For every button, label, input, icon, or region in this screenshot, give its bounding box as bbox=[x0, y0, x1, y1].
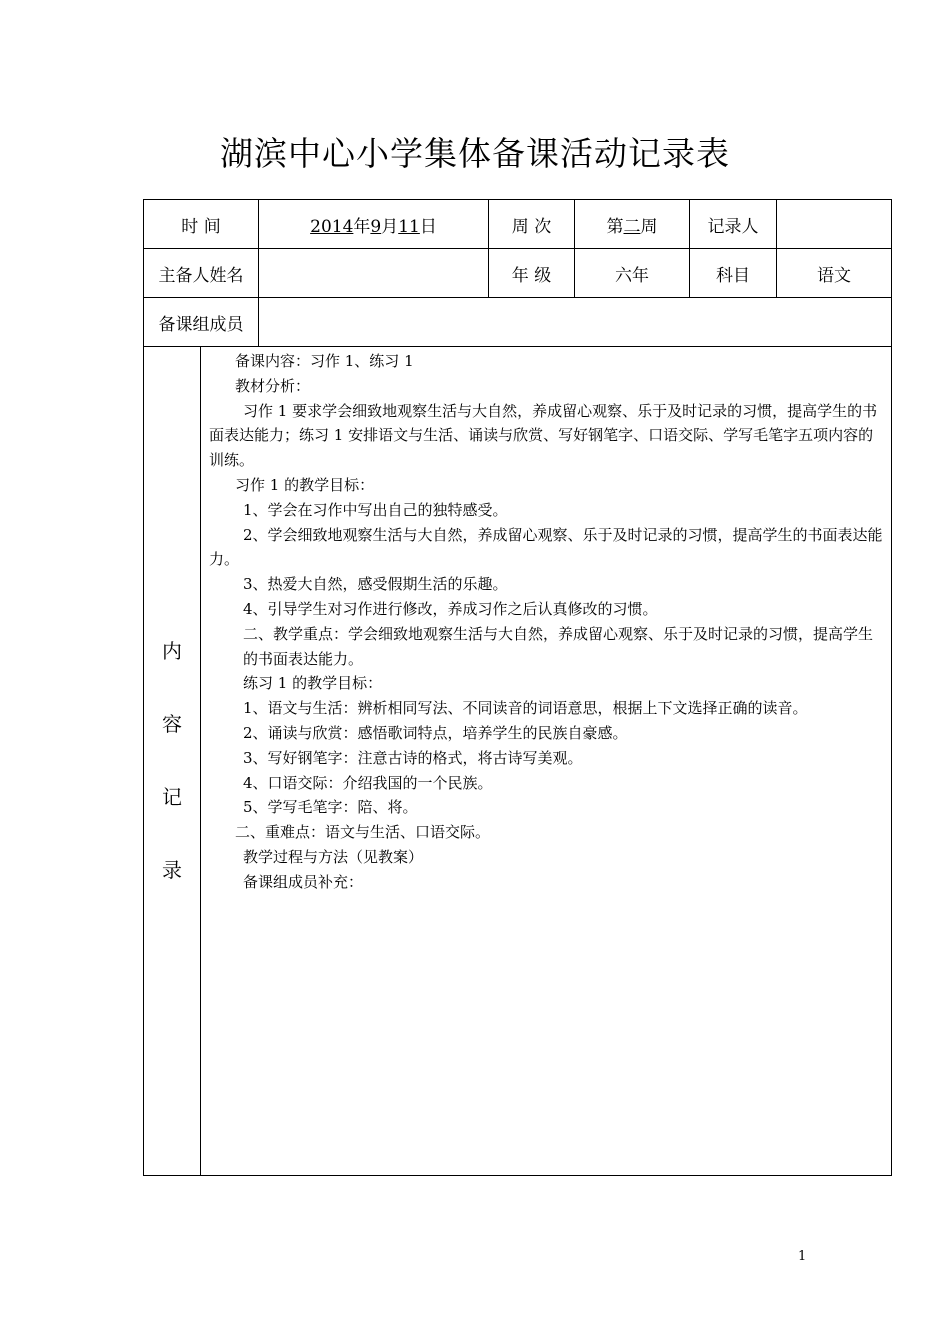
content-record-body bbox=[201, 347, 892, 1176]
content-record-label bbox=[144, 347, 201, 1176]
content-line: 3、写好钢笔字：注意古诗的格式，将古诗写美观。 bbox=[243, 748, 583, 767]
subject-value: 语文 bbox=[777, 249, 892, 298]
week-label: 周 次 bbox=[489, 200, 575, 249]
grade-value: 六年 bbox=[575, 249, 690, 298]
content-line: 习作 1 的教学目标： bbox=[235, 475, 375, 494]
content-line: 二、重难点：语文与生活、口语交际。 bbox=[235, 823, 491, 842]
content-line: 3、热爱大自然，感受假期生活的乐趣。 bbox=[243, 575, 508, 594]
content-line: 习作 1 要求学会细致地观察生活与大自然，养成留心观察、乐于及时记录的习惯，提高学生的书面表达能力；练习 1 安排语文与生活、诵读与欣赏、写好钢笔字、口语交际、学写毛笔字五项内容的训练。 bbox=[209, 401, 878, 470]
date-month-suffix: 月 bbox=[381, 216, 399, 237]
subject-label: 科目 bbox=[690, 249, 777, 298]
date-month: 9 bbox=[370, 216, 382, 237]
content-line: 5、学写毛笔字：陪、将。 bbox=[243, 798, 418, 817]
content-line: 教学过程与方法（见教案） bbox=[243, 847, 424, 866]
recorder-value bbox=[777, 200, 892, 249]
content-line: 4、引导学生对习作进行修改，养成习作之后认真修改的习惯。 bbox=[243, 599, 658, 618]
side-char: 记 bbox=[162, 785, 182, 809]
lead-teacher-label: 主备人姓名 bbox=[144, 249, 259, 298]
content-line: 2、学会细致地观察生活与大自然，养成留心观察、乐于及时记录的习惯，提高学生的书面表达能力。 bbox=[209, 525, 883, 569]
content-line: 1、语文与生活：辨析相同写法、不同读音的词语意思，根据上下文选择正确的读音。 bbox=[243, 699, 808, 718]
record-table bbox=[143, 199, 892, 1176]
page-title: 湖滨中心小学集体备课活动记录表 bbox=[220, 134, 730, 173]
content-line: 教材分析： bbox=[235, 376, 311, 395]
content-line: 练习 1 的教学目标： bbox=[243, 674, 383, 693]
grade-label: 年 级 bbox=[489, 249, 575, 298]
week-prefix: 第 bbox=[606, 216, 624, 237]
date-day: 11 bbox=[398, 216, 420, 237]
date-year-suffix: 年 bbox=[353, 216, 371, 237]
week-number: 二 bbox=[623, 216, 641, 237]
date-cell bbox=[259, 200, 489, 249]
date-year: 2014 bbox=[310, 216, 354, 237]
content-line: 备课内容：习作 1、练习 1 bbox=[235, 352, 414, 370]
content-line: 4、口语交际：介绍我国的一个民族。 bbox=[243, 773, 493, 792]
side-char: 录 bbox=[162, 858, 182, 882]
members-label: 备课组成员 bbox=[144, 298, 259, 347]
content-line: 2、诵读与欣赏：感悟歌词特点，培养学生的民族自豪感。 bbox=[243, 723, 628, 742]
time-label: 时 间 bbox=[144, 200, 259, 249]
content-line: 1、学会在习作中写出自己的独特感受。 bbox=[243, 500, 508, 519]
lead-teacher-value bbox=[259, 249, 489, 298]
week-cell bbox=[575, 200, 690, 249]
page-number: 1 bbox=[798, 1249, 807, 1264]
recorder-label: 记录人 bbox=[690, 200, 777, 249]
side-char: 容 bbox=[162, 712, 182, 736]
side-char: 内 bbox=[162, 639, 182, 663]
week-suffix: 周 bbox=[640, 216, 658, 237]
date-day-suffix: 日 bbox=[419, 216, 437, 237]
members-value bbox=[259, 298, 892, 347]
content-line: 二、教学重点：学会细致地观察生活与大自然，养成留心观察、乐于及时记录的习惯，提高学生的书面表达能力。 bbox=[243, 624, 874, 668]
content-line: 备课组成员补充： bbox=[243, 872, 364, 891]
